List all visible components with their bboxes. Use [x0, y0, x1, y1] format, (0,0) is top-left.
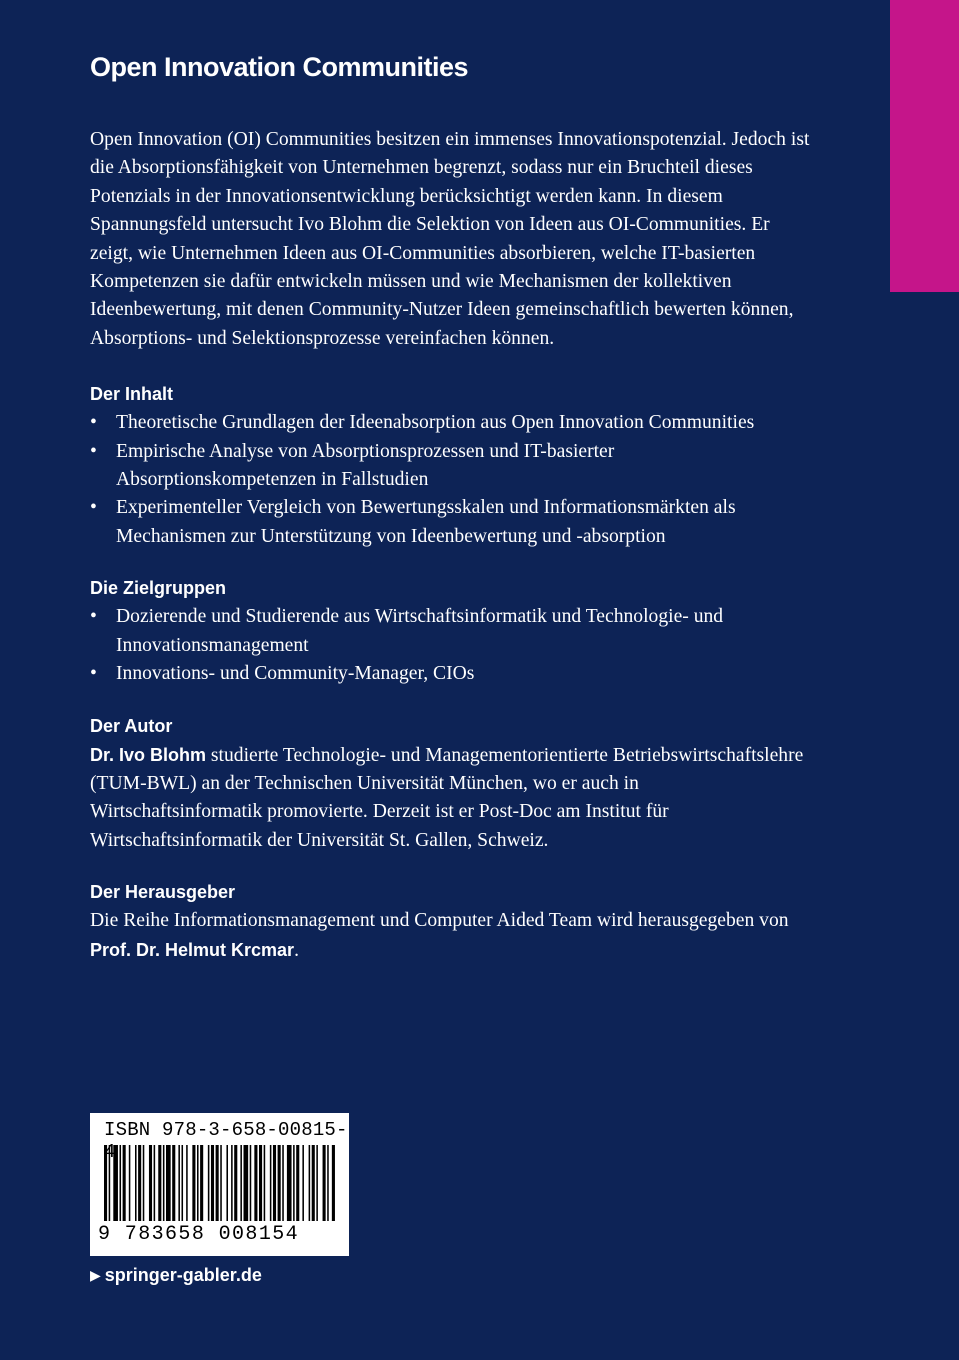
list-item: • Dozierende und Studierende aus Wirtschaftsinformatik und Technologie- und Innovationsmanagement — [90, 603, 810, 660]
editor-name: Prof. Dr. Helmut Krcmar — [90, 939, 295, 960]
bullet-icon: • — [90, 606, 97, 628]
bullet-icon: • — [90, 440, 97, 462]
herausgeber-paragraph: Die Reihe Informationsmanagement und Computer Aided Team wird herausgegeben von Prof. Dr. Helmut Krcmar. — [90, 910, 789, 961]
triangle-right-icon: ▶ — [90, 1267, 101, 1283]
bullet-icon: • — [90, 412, 97, 434]
zielgruppen-list — [90, 603, 810, 688]
accent-tab — [890, 0, 959, 292]
inhalt-list — [90, 409, 810, 551]
back-cover-content — [90, 48, 810, 965]
intro-paragraph: Open Innovation (OI) Communities besitzen ein immenses Innovationspotenzial. Jedoch ist die Absorptionsfähigkeit von Unternehmen begrenzt, sodass nur ein Bruchteil dieses Potenzials in der Innovationsentwicklung berücksichtigt werden kann. In diesem Spannungsfeld untersucht Ivo Blohm die Selektion von Ideen aus OI-Communities. Er zeigt, wie Unternehmen Ideen aus OI-Communities absorbieren, welche IT-basierten Kompetenzen sie dafür entwickeln müssen und wie Mechanismen der kollektiven Ideenbewertung, mit denen Community-Nutzer Ideen gemeinschaftlich bewerten können, Absorptions- und Selektionsprozesse vereinfachen können. — [90, 129, 810, 349]
publisher-website[interactable]: ▶ springer-gabler.de — [90, 1262, 262, 1288]
bullet-icon: • — [90, 497, 97, 519]
inhalt-heading: Der Inhalt — [90, 384, 174, 405]
autor-heading: Der Autor — [90, 715, 173, 736]
barcode-digits: 9 783658 008154 — [98, 1223, 300, 1246]
autor-paragraph: Dr. Ivo Blohm studierte Technologie- und Managementorientierte Betriebswirtschaftslehre (TUM-BWL) an der Technischen Universität München, wo er auch in Wirtschaftsinformatik promovierte. Derzeit ist er Post-Doc am Institut für Wirtschaftsinformatik der Universität St. Gallen, Schweiz. — [90, 744, 804, 851]
book-title: Open Innovation Communities — [90, 52, 469, 82]
barcode-icon — [104, 1145, 335, 1229]
isbn-label: ISBN 978-3-658-00815-4 — [104, 1119, 348, 1163]
list-item: • Theoretische Grundlagen der Ideenabsorption aus Open Innovation Communities — [90, 409, 810, 437]
list-item: • Empirische Analyse von Absorptionsprozessen und IT-basierter Absorptionskompetenzen in Fallstudien — [90, 438, 810, 495]
list-item: • Experimenteller Vergleich von Bewertungsskalen und Informationsmärkten als Mechanismen zur Unterstützung von Ideenbewertung und -absorption — [90, 494, 810, 551]
zielgruppen-heading: Die Zielgruppen — [90, 578, 227, 599]
author-name: Dr. Ivo Blohm — [90, 744, 207, 765]
herausgeber-heading: Der Herausgeber — [90, 882, 236, 903]
list-item: • Innovations- und Community-Manager, CIOs — [90, 660, 810, 688]
isbn-barcode-box — [90, 1113, 349, 1256]
bullet-icon: • — [90, 663, 97, 685]
